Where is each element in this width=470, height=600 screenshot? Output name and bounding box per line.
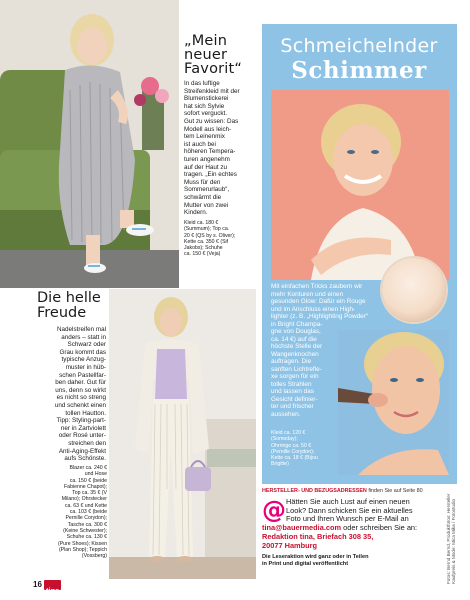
supplier-text: finden Sie auf Seite 80 — [368, 488, 423, 494]
body-line: aufs Schönste. — [64, 455, 106, 463]
publication-note — [262, 554, 458, 568]
body-line: Tipp: Styling-part- — [56, 417, 106, 425]
credit-line: 20 € (QS by s. Oliver); — [184, 232, 236, 239]
cta-line: Hätten Sie auch Lust auf einen neuen — [286, 497, 410, 506]
body-line: Kindern. — [184, 209, 208, 217]
cta-line: Foto und Ihren Wunsch per E-Mail an — [286, 514, 409, 524]
photo-woman-suit — [109, 289, 256, 579]
section1-quote — [184, 34, 258, 76]
credit-line: Jakobs); Schuhe — [184, 245, 223, 252]
credit-line: ca. 150 € (beide — [69, 477, 107, 484]
credit-line: (Keine Schwester); — [63, 527, 107, 534]
credit-line: ca. 63 € und Kette — [64, 502, 107, 509]
body-line: hat sich Sylvie — [184, 102, 225, 110]
body-line: und lassen das — [271, 388, 314, 395]
body-line: höchste Stelle der — [271, 343, 323, 350]
supplier-heading: HERSTELLER- UND BEZUGSADRESSEN — [262, 488, 367, 494]
credit-line: Fabienne Chapot); — [64, 483, 107, 490]
email-link[interactable]: tina@bauermedia.com — [262, 523, 342, 532]
body-line: sanften Lichtrefle- — [271, 365, 322, 373]
credit-line: ca. 150 € (Veja) — [184, 251, 221, 258]
body-line: turen angenehm — [184, 155, 230, 163]
credit-line: Pernille Corydon); — [65, 515, 107, 522]
credit-line: Brigitte) — [271, 461, 289, 468]
body-line: es nicht so streng — [56, 394, 106, 402]
credit-line: (Someday); — [271, 436, 298, 443]
credit-line: Kleid ca. 180 € — [184, 220, 219, 226]
credit-line: Kleid ca. 120 € — [271, 430, 306, 436]
body-line: ter und frischer — [271, 403, 314, 410]
body-line: lighter (z. B. „Highlighting Powder“ — [271, 313, 368, 320]
body-line: gesunden Glow: Dafür ein Rouge — [271, 298, 366, 305]
body-line: Grau kommt das — [59, 348, 106, 356]
body-line: Anti-Aging-Effekt — [58, 447, 106, 455]
credit-line: Top ca. 35 € (V — [72, 490, 107, 497]
address-line: Redaktion tina, Briefach 308 35, — [262, 532, 374, 541]
title-line: Freude — [37, 305, 87, 321]
body-line: ben daher. Gut für — [55, 379, 106, 387]
address-line: 20077 Hamburg — [262, 540, 318, 550]
reader-cta — [286, 498, 458, 524]
credit-line: Blazer ca. 240 € — [69, 465, 107, 471]
quote-line: Favorit“ — [184, 61, 243, 77]
body-line: streichen den — [68, 439, 106, 447]
credit-line: Tasche ca. 300 € — [67, 521, 107, 528]
body-line: Wangenknochen — [271, 350, 319, 358]
brand-logo — [44, 580, 61, 595]
quote-line: „Mein — [184, 33, 228, 49]
section2-credits — [30, 465, 107, 559]
credit-line: (Pernille Corydon); — [271, 448, 315, 455]
body-line: Mit einfachen Tricks zaubern wir — [271, 283, 363, 290]
body-line: muster in hüb- — [65, 363, 106, 371]
title-line: Die helle — [37, 290, 101, 306]
body-line: Blumenstickerei — [184, 95, 229, 103]
section2-body — [30, 326, 106, 463]
section1-body — [184, 80, 258, 217]
section3-title-2: Schimmer — [291, 57, 427, 84]
body-line: Mutter von zwei — [184, 201, 229, 209]
photo-makeup-application — [338, 330, 449, 475]
body-line: schwärmt die — [184, 193, 222, 201]
body-line: gne von Douglas, — [271, 328, 321, 335]
body-line: schen Pastellfar- — [59, 371, 106, 379]
body-line: Gesicht definier- — [271, 395, 318, 403]
body-line: höheren Tempera- — [184, 148, 236, 156]
body-line: tem Leinenmix — [184, 133, 225, 141]
photo-credit-line: Fotos: Bernd Bernd, Produktfotos: Hersteller — [446, 493, 451, 584]
credit-line: (Vossberg) — [81, 553, 107, 560]
body-line: und im Anschluss einen High- — [271, 305, 356, 313]
section3-title-1: Schmeichelnder — [280, 35, 438, 57]
body-line: Modell aus leich- — [184, 125, 232, 133]
credit-line: Ohrringe ca. 50 € — [271, 442, 312, 449]
body-line: Muss für den — [184, 178, 221, 186]
body-line: ca. 14 €) auf die — [271, 335, 317, 343]
note-line: Die Leseraktion wird ganz oder in Teilen — [262, 554, 369, 560]
section3-credits — [271, 430, 341, 468]
quote-line: neuer — [184, 47, 228, 63]
credit-line: (Summum); Top ca. — [184, 226, 230, 233]
at-icon: @ — [262, 496, 286, 524]
body-line: Sommerurlaub“, — [184, 186, 230, 194]
credit-line: (Plan Shop); Teppich — [58, 546, 107, 553]
body-line: xe sorgen für ein — [271, 373, 319, 380]
body-line: ist auch bei — [184, 140, 216, 148]
body-line: anders – statt in — [61, 333, 106, 341]
credit-line: Kette ca. 350 € (Sif — [184, 238, 229, 245]
section1-credits — [184, 220, 260, 258]
credit-line: und Hose — [84, 471, 107, 478]
body-line: auf der Haut zu — [184, 163, 228, 171]
credit-line: Milano); Ohrstecker — [61, 496, 107, 503]
body-line: tolles Strahlen — [271, 380, 312, 388]
body-line: auftragen. Die — [271, 358, 312, 365]
credit-line: Kette ca. 18 € (Bijou — [271, 455, 318, 462]
body-line: In das luftige — [184, 80, 220, 87]
body-line: tollen Hautton. — [65, 409, 106, 417]
photo-credit-vertical — [446, 474, 457, 584]
body-line: uns, denn so wirkt — [55, 386, 106, 394]
body-line: und schenkt einen — [54, 401, 106, 409]
body-line: Streifenkleid mit der — [184, 87, 240, 95]
body-line: mehr Konturen und einen — [271, 290, 344, 298]
brand-text: tina — [46, 586, 60, 595]
body-line: typische Anzug- — [61, 356, 106, 364]
photo-portrait-smile — [271, 90, 449, 280]
credit-line: (Pure Shoes); Kissen — [57, 540, 107, 547]
credit-line: Schuhe ca. 130 € — [66, 534, 107, 541]
postal-address — [262, 533, 458, 550]
body-line: Schwarz oder — [67, 341, 106, 349]
body-line: Nadelstreifen mal — [57, 326, 106, 333]
photo-credit-line: Kaufpreis & Mode: Mica Mika / Fotostudio — [451, 498, 457, 584]
photo-woman-sofa — [0, 0, 179, 288]
supplier-addresses — [262, 488, 457, 495]
page-number: 16 — [33, 580, 42, 589]
body-line: in Bright Champa- — [271, 320, 323, 328]
credit-line: ca. 103 € (beide — [69, 509, 107, 516]
cta-line: Look? Dann schicken Sie ein aktuelles — [286, 505, 413, 515]
body-line: Gut zu wissen: Das — [184, 117, 239, 125]
note-line: in Print und digital veröffentlicht — [262, 560, 349, 567]
body-line: ner in Zartviolett — [60, 424, 106, 432]
cta-after-email: oder schreiben Sie an: — [341, 523, 418, 532]
body-line: oder Rosé unter- — [58, 432, 106, 440]
body-line: aussehen. — [271, 410, 301, 418]
body-line: tragen. „Ein echtes — [184, 171, 237, 179]
body-line: sofort verguckt. — [184, 110, 228, 118]
